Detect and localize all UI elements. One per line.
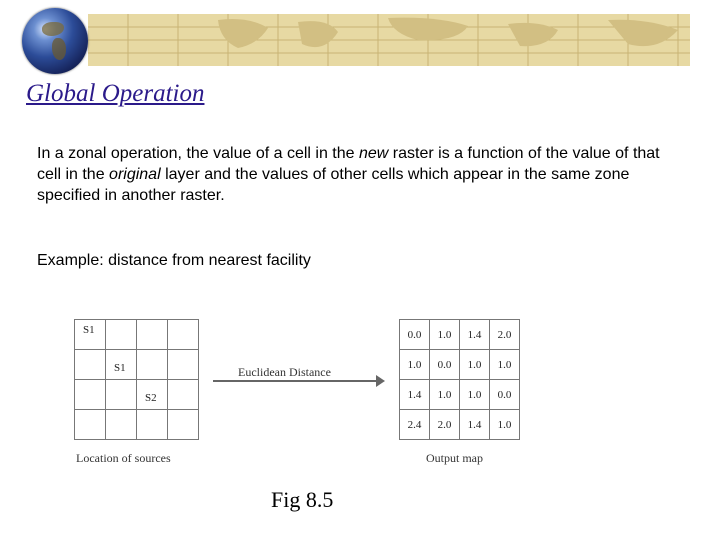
table-row <box>400 350 520 380</box>
grid-cell <box>168 410 199 440</box>
grid-cell: 1.4 <box>400 380 430 410</box>
grid-cell: 0.0 <box>490 380 520 410</box>
grid-cell: 1.4 <box>460 320 490 350</box>
table-row <box>75 320 199 350</box>
grid-cell <box>106 320 137 350</box>
arrow-label: Euclidean Distance <box>238 365 331 379</box>
source-grid-caption: Location of sources <box>76 451 171 465</box>
grid-cell: 0.0 <box>430 350 460 380</box>
grid-cell: S1 <box>75 320 106 350</box>
globe-icon <box>22 8 88 74</box>
arrow-line <box>213 380 383 382</box>
grid-cell <box>168 350 199 380</box>
grid-cell: 1.0 <box>400 350 430 380</box>
grid-cell: 1.0 <box>490 410 520 440</box>
grid-cell <box>137 320 168 350</box>
grid-cell <box>106 380 137 410</box>
page-title: Global Operation <box>26 80 205 107</box>
description-paragraph: In a zonal operation, the value of a cell in the new raster is a function of the value of that cell in the original layer and the values of other cells which appear in the same zone specified in another raster. <box>37 145 660 204</box>
grid-cell: S1 <box>106 350 137 380</box>
grid-cell: S2 <box>137 380 168 410</box>
grid-cell: 1.0 <box>490 350 520 380</box>
map-grid <box>88 14 690 66</box>
grid-cell <box>75 380 106 410</box>
grid-cell <box>168 320 199 350</box>
output-grid-caption: Output map <box>426 451 483 465</box>
table-row <box>75 410 199 440</box>
grid-cell <box>168 380 199 410</box>
grid-cell: 2.0 <box>430 410 460 440</box>
source-grid <box>74 319 199 440</box>
grid-cell <box>75 410 106 440</box>
grid-cell: 0.0 <box>400 320 430 350</box>
grid-cell <box>75 350 106 380</box>
output-grid <box>399 319 520 440</box>
grid-cell: 1.0 <box>460 350 490 380</box>
table-row <box>400 410 520 440</box>
table-row <box>75 380 199 410</box>
grid-cell <box>137 410 168 440</box>
grid-cell: 1.0 <box>430 380 460 410</box>
table-row <box>400 320 520 350</box>
grid-cell: 2.4 <box>400 410 430 440</box>
example-text: Example: distance from nearest facility <box>37 252 311 269</box>
world-map-banner <box>88 14 690 66</box>
table-row <box>400 380 520 410</box>
arrow-right-icon <box>376 375 385 387</box>
grid-cell: 2.0 <box>490 320 520 350</box>
grid-cell: 1.0 <box>460 380 490 410</box>
figure-caption: Fig 8.5 <box>271 487 334 512</box>
table-row <box>75 350 199 380</box>
grid-cell: 1.4 <box>460 410 490 440</box>
grid-cell: 1.0 <box>430 320 460 350</box>
grid-cell <box>106 410 137 440</box>
grid-cell <box>137 350 168 380</box>
